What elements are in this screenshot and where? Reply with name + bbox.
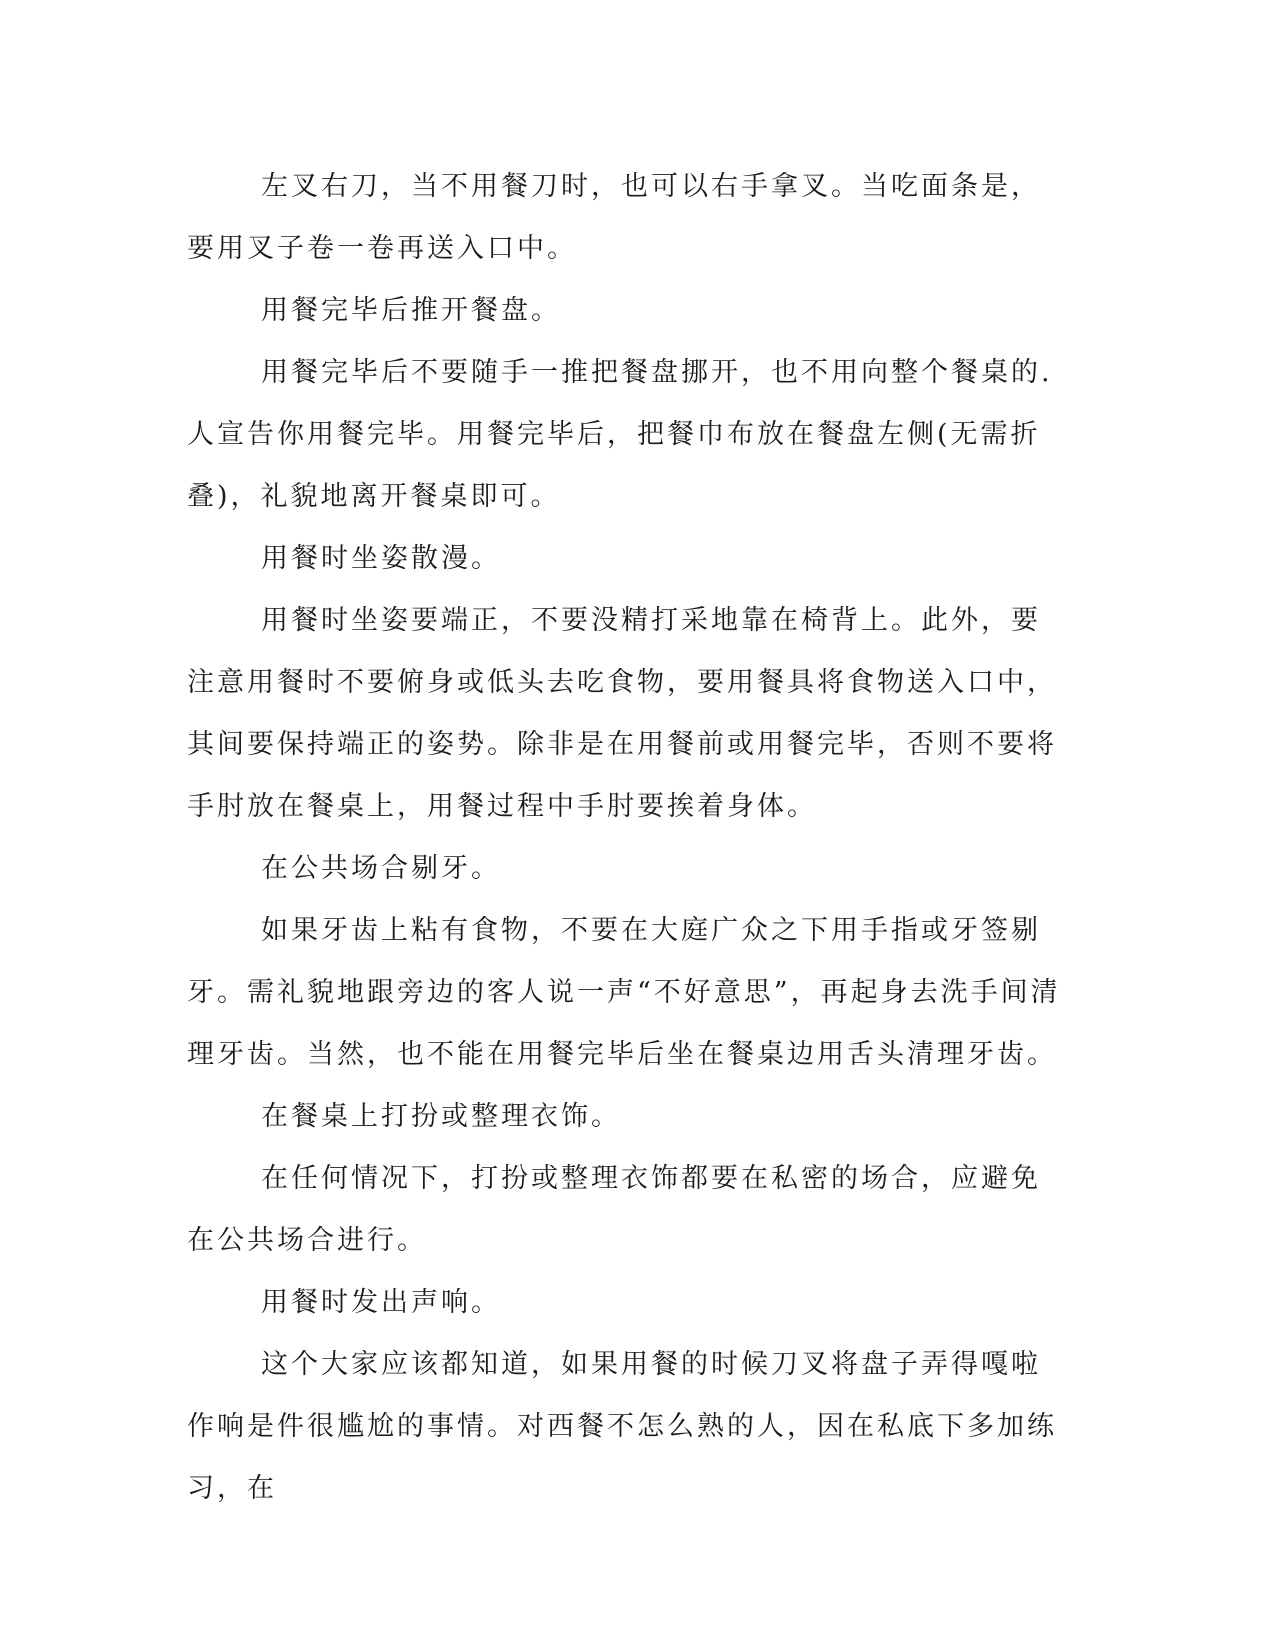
heading-grooming: 在餐桌上打扮或整理衣饰。 [261, 1101, 621, 1132]
paragraph-toothpick: 如果牙齿上粘有食物，不要在大庭广众之下用手指或牙签剔牙。需礼貌地跟旁边的客人说一声“不好意思”，再起身去洗手间清理牙齿。当然，也不能在用餐完毕后坐在餐桌边用舌头清理牙齿。 [187, 915, 1061, 1070]
heading-push-plate: 用餐完毕后推开餐盘。 [261, 295, 561, 326]
heading-posture: 用餐时坐姿散漫。 [261, 543, 501, 574]
paragraph-posture: 用餐时坐姿要端正，不要没精打采地靠在椅背上。此外，要注意用餐时不要俯身或低头去吃食物，要用餐具将食物送入口中，其间要保持端正的姿势。除非是在用餐前或用餐完毕，否则不要将手肘放在餐桌上，用餐过程中手肘要挨着身体。 [187, 605, 1057, 822]
paragraph-grooming: 在任何情况下，打扮或整理衣饰都要在私密的场合，应避免在公共场合进行。 [187, 1163, 1041, 1256]
paragraph-fork-knife: 左叉右刀，当不用餐刀时，也可以右手拿叉。当吃面条是，要用叉子卷一卷再送入口中。 [187, 171, 1041, 264]
paragraph-push-plate: 用餐完毕后不要随手一推把餐盘挪开，也不用向整个餐桌的.人宣告你用餐完毕。用餐完毕后，把餐巾布放在餐盘左侧(无需折叠)，礼貌地离开餐桌即可。 [187, 357, 1053, 512]
heading-noise: 用餐时发出声响。 [261, 1287, 501, 1318]
document-body [187, 156, 1062, 1520]
heading-toothpick: 在公共场合剔牙。 [261, 853, 501, 884]
paragraph-noise: 这个大家应该都知道，如果用餐的时候刀叉将盘子弄得嘎啦作响是件很尴尬的事情。对西餐不怎么熟的人，因在私底下多加练习，在 [187, 1349, 1057, 1504]
